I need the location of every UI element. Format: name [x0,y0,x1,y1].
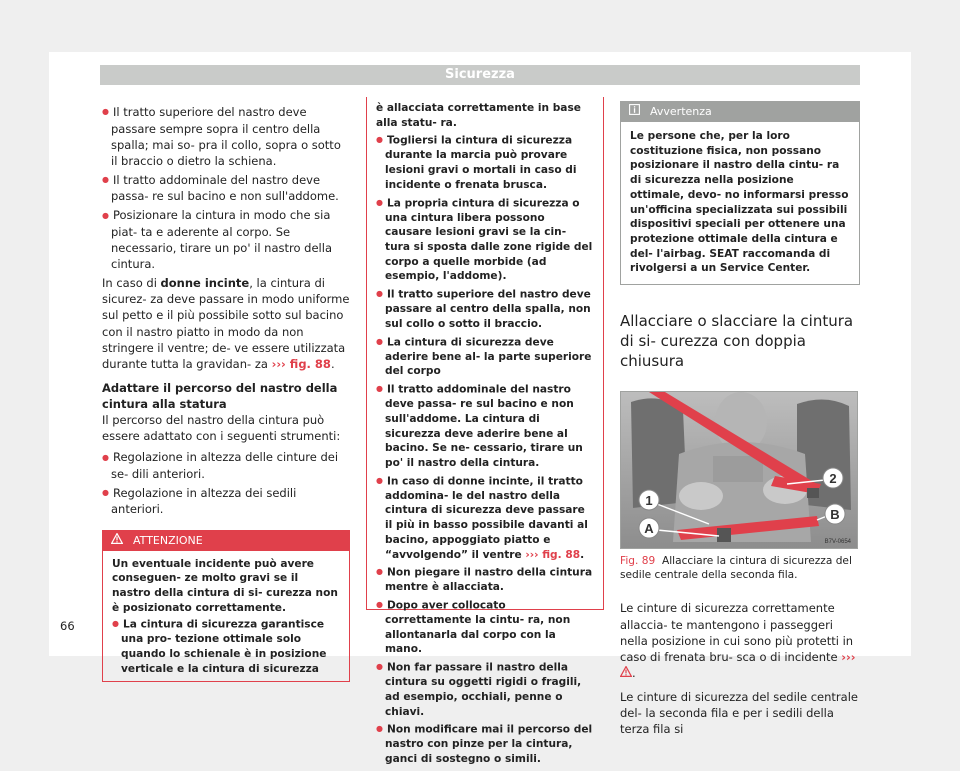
running-header: Sicurezza [100,65,860,85]
list-item: ● Il tratto superiore del nastro deve passare sempre sopra il centro della spalla; mai so- pra il collo, sopra o sotto il braccio o dietro la schiena. [102,104,350,169]
warning-body [367,97,603,771]
text: , la cintura di sicurez- za deve passare in modo uniforme sul petto e il più possibile sotto sul bacino con il nastro piatto in modo da non stringere il ventre; de- ve essere utilizzata durante tutta la gravidan- za [102,276,350,371]
list-item: ● La propria cintura di sicurezza o una cintura libera possono causare lesioni gravi se la cin- tura si sposta dalle zone rigide del corpo a quelle morbide (ad esempio, l'addome). [376,196,594,285]
list-item: ● Il tratto superiore del nastro deve passare al centro della spalla, non sul collo o sotto il braccio. [376,287,594,331]
warning-box-continued [366,97,604,766]
callout-label: 1 [645,493,653,509]
list-item: ● Posizionare la cintura in modo che sia piat- ta e aderente al corpo. Se necessario, tirare un po' il nastro della cintura. [102,207,350,272]
list-item [376,474,594,563]
list-item: ● Il tratto addominale del nastro deve passa- re sul bacino e non sull'addome. [102,172,350,205]
callout-2 [823,468,843,488]
page-number: 66 [60,619,75,633]
list-item: ● Non far passare il nastro della cintura su oggetti rigidi o fragili, ad esempio, occhiali, penne o chiavi. [376,660,594,719]
emphasis: donne incinte [160,276,250,291]
caption-text: Allacciare la cintura di sicurezza del sedile centrale della seconda fila. [620,555,852,582]
text: . [580,548,585,561]
pregnant-paragraph [102,275,350,372]
list-item: ● Regolazione in altezza dei sedili anteriori. [102,485,350,518]
callout-A [639,518,659,538]
figure-code: B7V-0654 [824,539,851,546]
text: In caso di [102,276,161,291]
column-1 [102,101,350,682]
list-item: ● La cintura di sicurezza garantisce una pro- tezione ottimale solo quando lo schienale è in posizione verticale e la cintura di sicurezza [112,617,340,676]
column-3 [620,101,860,737]
text: . [330,356,335,371]
note-header [621,102,859,122]
figure-link[interactable]: ››› fig. 88 [525,548,581,561]
subheading: Adattare il percorso del nastro della cintura alla statura [102,380,338,411]
list-item: ● La cintura di sicurezza deve aderire bene al- la parte superiore del corpo [376,335,594,379]
text: Le cinture di sicurezza correttamente allaccia- te mantengono i passeggeri nella posizione in cui sono più protetti in caso di frenata bru- sca o di incidente [620,601,854,664]
figure-link[interactable]: ››› fig. 88 [271,356,331,371]
text: è allacciata correttamente in base alla statu- ra. [376,102,581,129]
text: In caso di donne incinte, il tratto addomina- le del nastro della cintura di sicurezza deve passare il più in basso possibile davanti al bacino, appoggiato piatto e “avvolgendo” il ventre [385,475,588,561]
callout-label: A [644,521,654,537]
note-title: Avvertenza [650,105,712,118]
info-icon [629,102,640,122]
warning-header [103,531,349,551]
list-item: ● Non piegare il nastro della cintura mentre è allacciata. [376,565,594,595]
section-title: Allacciare o slacciare la cintura di si- curezza con doppia chiusura [620,312,854,371]
section-rule [620,272,622,308]
callout-B [825,504,845,524]
warning-triangle-icon [620,666,632,680]
warning-link[interactable]: ››› [841,649,856,664]
callout-label: B [830,507,840,523]
list-item: ● Non modificare mai il percorso del nastro con pinze per la cintura, ganci di sostegno o simili. [376,722,594,766]
text: . [632,665,636,680]
warning-triangle-icon [111,531,123,551]
callout-label: 2 [829,471,837,487]
intro-paragraph: Il percorso del nastro della cintura può essere adattato con i seguenti strumenti: [102,413,341,444]
list-item: ● Dopo aver collocato correttamente la cintu- ra, non allontanarla dal corpo con la mano. [376,598,594,657]
list-item: ● Regolazione in altezza delle cinture dei se- dili anteriori. [102,449,350,482]
callout-1 [639,490,659,510]
warning-title: ATTENZIONE [133,533,203,547]
warning-text: Un eventuale incidente può avere conseguen- ze molto gravi se il nastro della cintura di si- curezza non è posizionato correttamente. [112,557,338,614]
warning-box [102,530,350,682]
list-item: ● Togliersi la cintura di sicurezza durante la marcia può provare lesioni gravi o mortali in caso di incidente o frenata brusca. [376,133,594,192]
note-text: Le persone che, per la loro costituzione fisica, non possano posizionare il nastro della cintu- ra di sicurezza nella posizione ottimale, devo- no informarsi presso un'officina specializzata sui possibili dispositivi speciali per ottenere una protezione ottimale della cintura e del- l'airbag. SEAT raccomanda di rivolgersi a un Service Center. [630,130,849,275]
figure-caption [620,554,860,582]
note-box [620,101,860,285]
figure-image [620,391,858,549]
column-2 [366,101,604,766]
warning-body [103,551,349,681]
seatbelt-illustration [621,392,857,548]
figure-number: Fig. 89 [620,555,656,568]
paragraph [620,600,860,680]
paragraph: Le cinture di sicurezza del sedile centrale del- la seconda fila e per i sedili della terza fila si [620,689,858,737]
list-item: ● Il tratto addominale del nastro deve passa- re sul bacino e non sull'addome. La cintura di sicurezza deve aderire bene al bacino. Se ne- cessario, tirare un po' il nastro della cintura. [376,382,594,471]
